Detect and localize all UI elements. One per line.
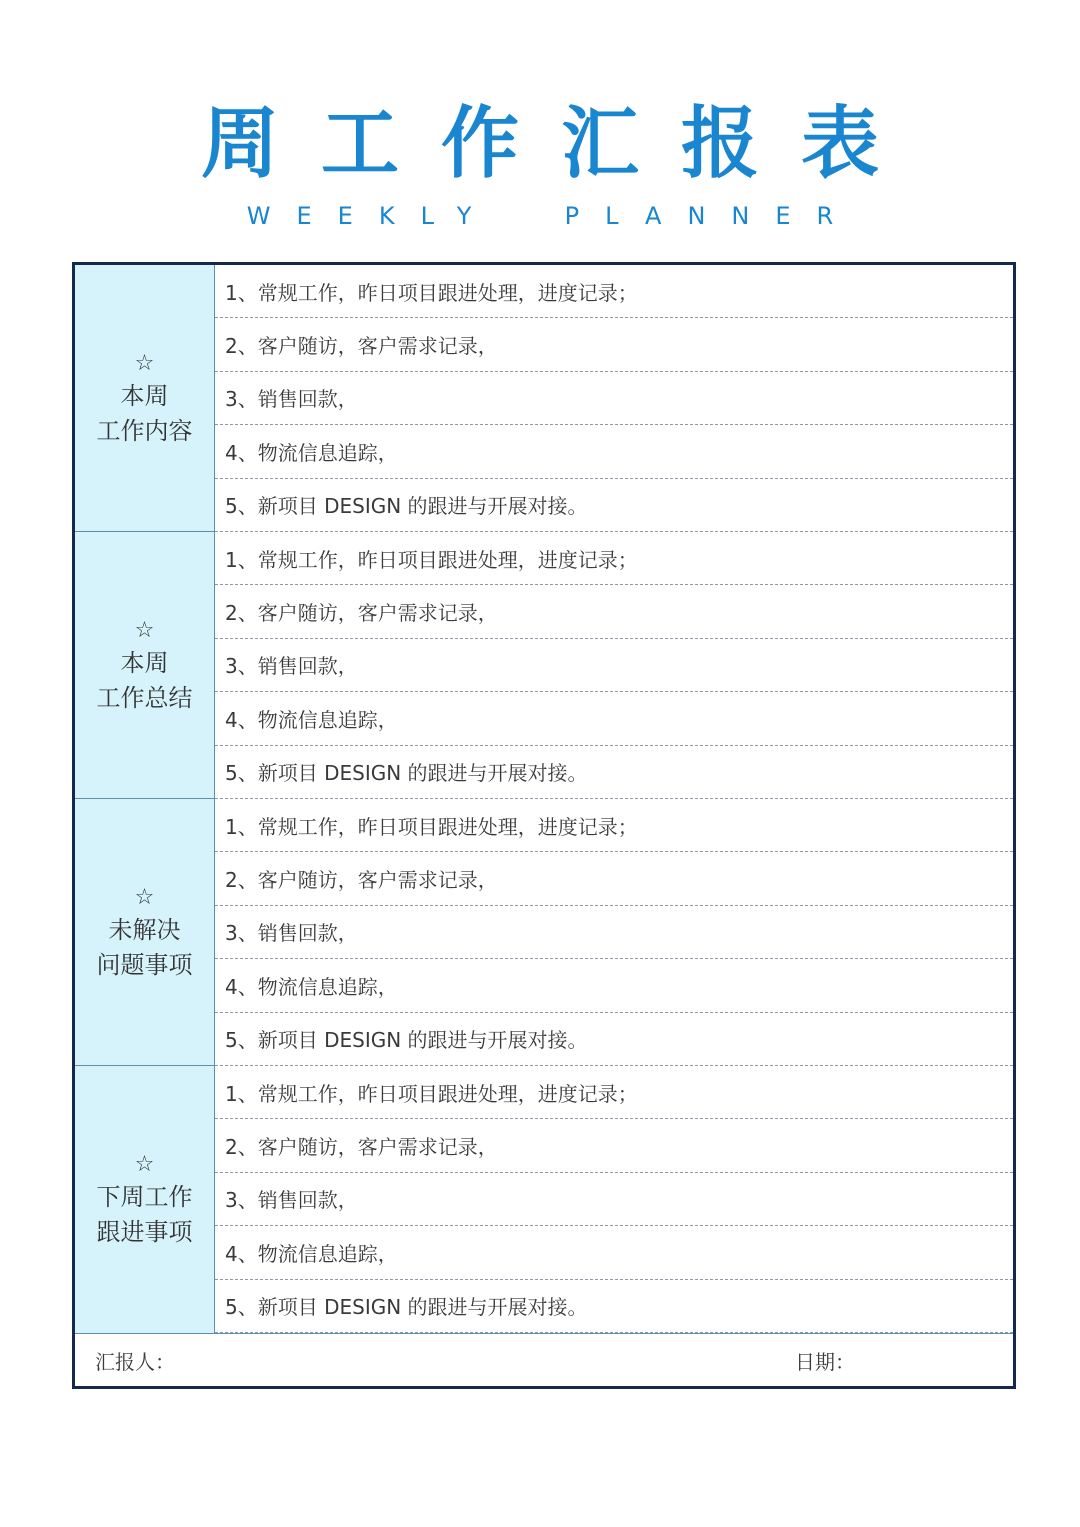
list-item[interactable]: 2、客户随访，客户需求记录，: [215, 585, 1013, 638]
section-label: [75, 265, 215, 532]
section-label: [75, 1066, 215, 1333]
list-item[interactable]: 3、销售回款，: [215, 639, 1013, 692]
item-list: [215, 532, 1013, 799]
weekly-report-table: [72, 262, 1016, 1389]
list-item[interactable]: 1、常规工作，昨日项目跟进处理，进度记录；: [215, 1066, 1013, 1119]
star-icon: ☆: [134, 1151, 155, 1177]
list-item[interactable]: 3、销售回款，: [215, 1173, 1013, 1226]
list-item[interactable]: 4、物流信息追踪，: [215, 425, 1013, 478]
section-next-week-followup: [75, 1066, 1013, 1333]
list-item[interactable]: 5、新项目 DESIGN 的跟进与开展对接。: [215, 1013, 1013, 1066]
section-label-line: 工作总结: [96, 683, 193, 712]
table-footer: [75, 1333, 1013, 1386]
list-item[interactable]: 1、常规工作，昨日项目跟进处理，进度记录；: [215, 532, 1013, 585]
section-label-line: 下周工作: [96, 1182, 193, 1211]
section-unresolved-issues: [75, 799, 1013, 1066]
list-item[interactable]: 4、物流信息追踪，: [215, 692, 1013, 745]
list-item[interactable]: 3、销售回款，: [215, 372, 1013, 425]
star-icon: ☆: [134, 350, 155, 376]
list-item[interactable]: 4、物流信息追踪，: [215, 1226, 1013, 1279]
list-item[interactable]: 5、新项目 DESIGN 的跟进与开展对接。: [215, 746, 1013, 799]
star-icon: ☆: [134, 884, 155, 910]
section-label-line: 本周: [120, 381, 169, 410]
section-label-line: 未解决: [108, 915, 181, 944]
list-item[interactable]: 4、物流信息追踪，: [215, 959, 1013, 1012]
list-item[interactable]: 5、新项目 DESIGN 的跟进与开展对接。: [215, 479, 1013, 532]
page-subtitle: WEEKLY PLANNER: [246, 202, 860, 230]
list-item[interactable]: 1、常规工作，昨日项目跟进处理，进度记录；: [215, 265, 1013, 318]
item-list: [215, 1066, 1013, 1333]
item-list: [215, 799, 1013, 1066]
section-label: [75, 532, 215, 799]
section-label-line: 问题事项: [96, 950, 193, 979]
list-item[interactable]: 2、客户随访，客户需求记录，: [215, 852, 1013, 905]
star-icon: ☆: [134, 617, 155, 643]
date-field[interactable]: 日期：: [795, 1350, 855, 1374]
list-item[interactable]: 5、新项目 DESIGN 的跟进与开展对接。: [215, 1280, 1013, 1333]
list-item[interactable]: 1、常规工作，昨日项目跟进处理，进度记录；: [215, 799, 1013, 852]
section-this-week-summary: [75, 532, 1013, 799]
section-this-week-content: [75, 265, 1013, 532]
page-title: 周工作汇报表: [200, 98, 921, 189]
list-item[interactable]: 2、客户随访，客户需求记录，: [215, 1119, 1013, 1172]
section-label-line: 本周: [120, 648, 169, 677]
list-item[interactable]: 3、销售回款，: [215, 906, 1013, 959]
item-list: [215, 265, 1013, 532]
list-item[interactable]: 2、客户随访，客户需求记录，: [215, 318, 1013, 371]
section-label-line: 跟进事项: [96, 1217, 193, 1246]
section-label: [75, 799, 215, 1066]
section-label-line: 工作内容: [96, 416, 193, 445]
reporter-field[interactable]: 汇报人：: [95, 1350, 175, 1374]
